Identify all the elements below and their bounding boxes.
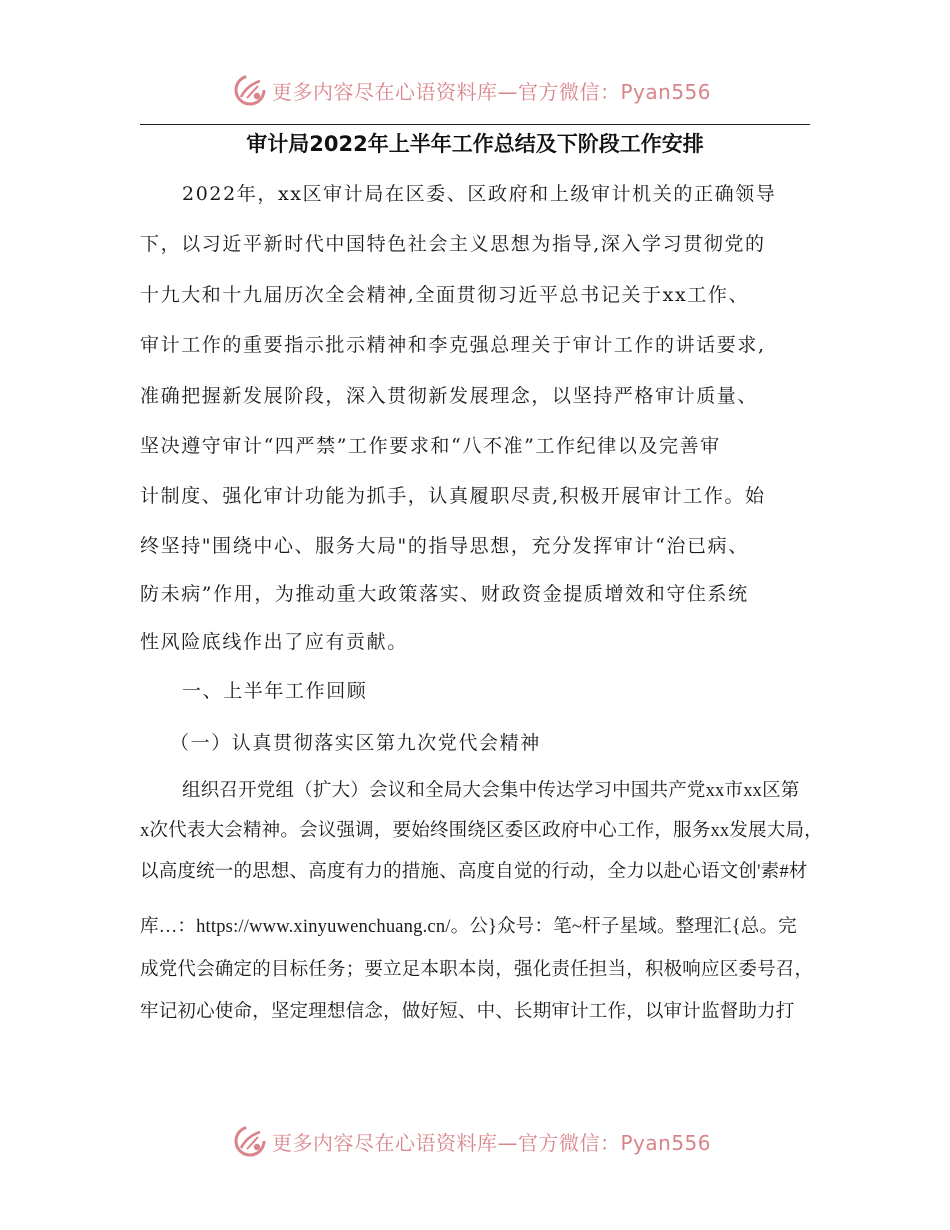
red-swirl-logo-icon [232, 72, 268, 108]
watermark-text-top: 更多内容尽在心语资料库—官方微信：Pyan556 [272, 79, 712, 104]
intro-line: 准确把握新发展阶段，深入贯彻新发展理念，以坚持严格审计质量、 [140, 385, 759, 407]
watermark-text-bottom: 更多内容尽在心语资料库—官方微信：Pyan556 [272, 1130, 712, 1155]
section-heading: 一、上半年工作回顾 [182, 680, 368, 702]
body-line: 组织召开党组（扩大）会议和全局大会集中传达学习中国共产党xx市xx区第 [182, 781, 800, 801]
intro-line: 终坚持"围绕中心、服务大局"的指导思想，充分发挥审计“治已病、 [140, 535, 749, 557]
body-line: 库…：https://www.xinyuwenchuang.cn/。公}众号：笔~杆子星域。整理汇{总。完 [140, 917, 797, 937]
intro-line: 防未病”作用，为推动重大政策落实、财政资金提质增效和守住系统 [140, 583, 749, 605]
intro-line: 2022年，xx区审计局在区委、区政府和上级审计机关的正确领导 [182, 183, 777, 205]
body-line: x次代表大会精神。会议强调，要始终围绕区委区政府中心工作，服务xx发展大局， [140, 821, 823, 841]
intro-line: 坚决遵守审计“四严禁”工作要求和“八不准”工作纪律以及完善审 [140, 435, 721, 457]
watermark-banner-top [232, 70, 711, 110]
intro-line: 性风险底线作出了应有贡献。 [140, 631, 408, 653]
subsection-heading: （一）认真贯彻落实区第九次党代会精神 [170, 732, 541, 754]
intro-line: 计制度、强化审计功能为抓手，认真履职尽责,积极开展审计工作。始 [140, 485, 766, 507]
header-divider [140, 124, 810, 125]
body-line: 以高度统一的思想、高度有力的措施、高度自觉的行动，全力以赴心语文创'素#材 [140, 862, 808, 882]
intro-line: 审计工作的重要指示批示精神和李克强总理关于审计工作的讲话要求, [140, 334, 766, 356]
body-line: 成党代会确定的目标任务；要立足本职本岗，强化责任担当，积极响应区委号召， [140, 960, 814, 980]
intro-line: 下，以习近平新时代中国特色社会主义思想为指导,深入学习贯彻党的 [140, 233, 766, 255]
body-line: 牢记初心使命，坚定理想信念，做好短、中、长期审计工作，以审计监督助力打 [140, 1002, 795, 1022]
red-swirl-logo-icon [232, 1123, 268, 1159]
document-title: 审计局2022年上半年工作总结及下阶段工作安排 [246, 132, 704, 156]
intro-line: 十九大和十九届历次全会精神,全面贯彻习近平总书记关于xx工作、 [140, 284, 750, 306]
watermark-banner-bottom [232, 1121, 711, 1161]
